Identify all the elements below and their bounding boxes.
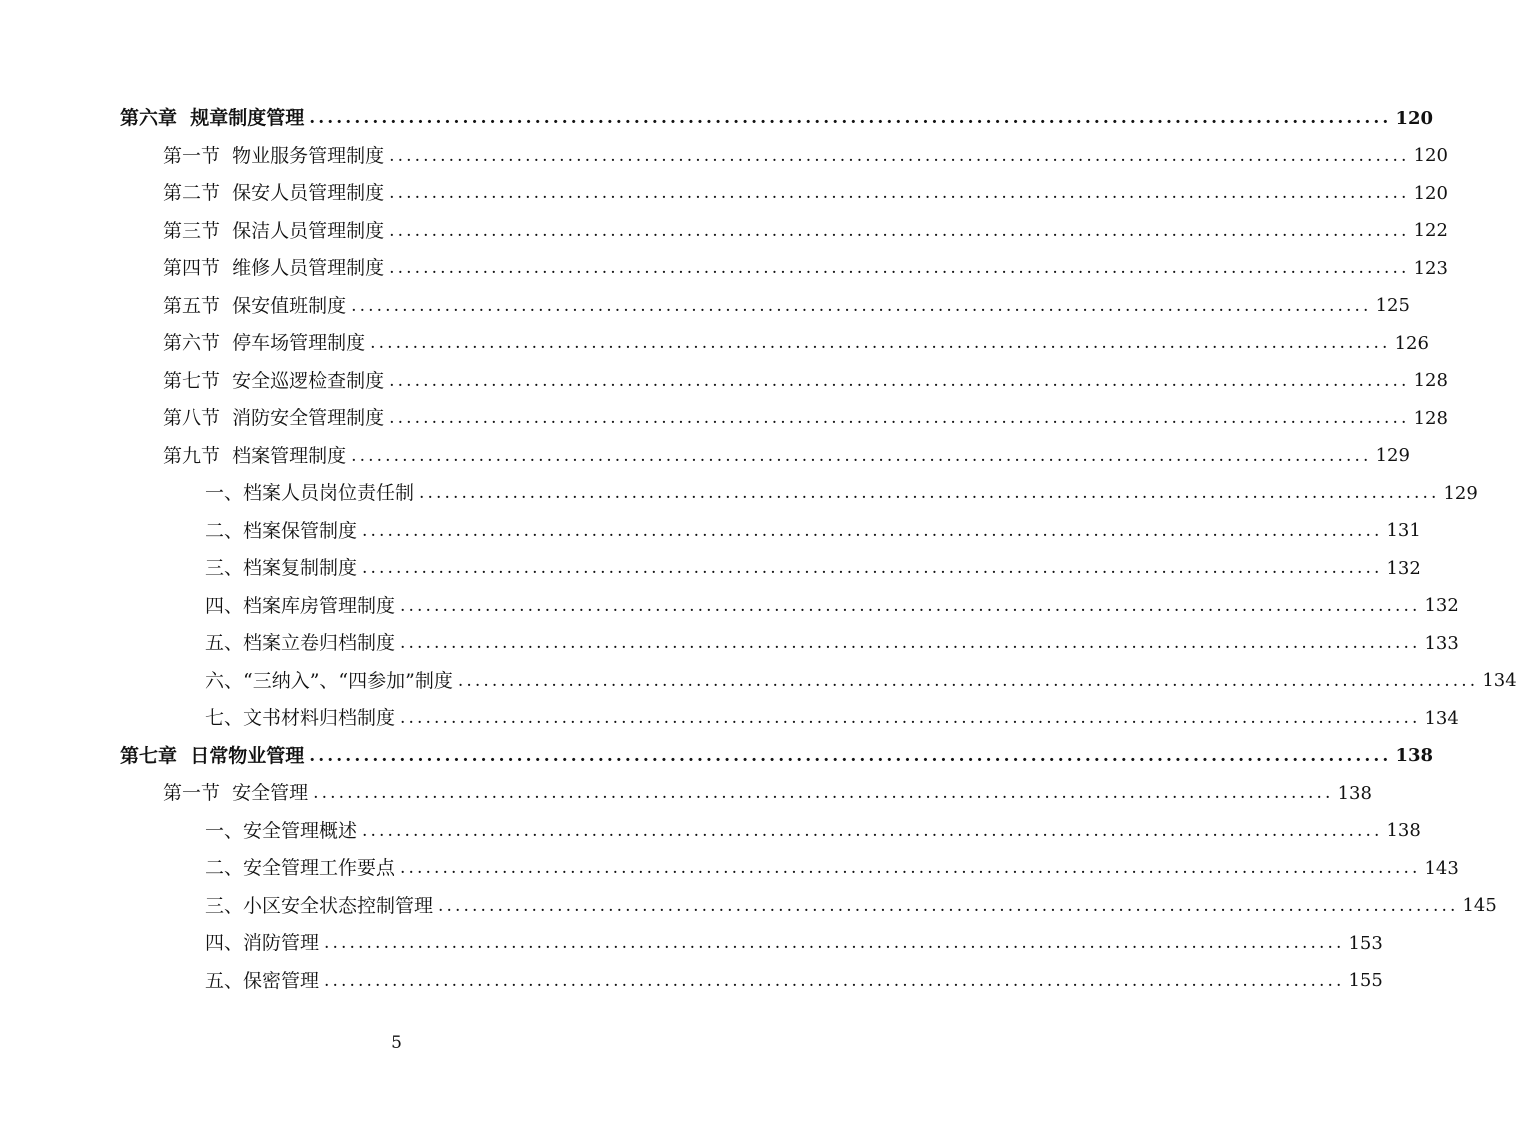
toc-entry-page: 122 [1413,220,1448,242]
toc-entry-page: 125 [1375,295,1410,317]
toc-subsection-entry[interactable] [0,700,1459,738]
dot-leader: ........................................................................................................................ [400,858,1421,879]
dot-leader: ........................................................................................................................ [370,333,1391,354]
toc-subsection-entry[interactable] [0,513,1421,551]
toc-entry-page: 132 [1424,595,1459,617]
toc-entry-label: 第二节 保安人员管理制度 [163,182,385,205]
dot-leader: ........................................................................................................................ [309,745,1392,766]
toc-entry-label: 三、小区安全状态控制管理 [205,894,434,917]
dot-leader: ........................................................................................................................ [313,783,1334,804]
toc-subsection-entry[interactable] [0,850,1459,888]
page-number: 5 [391,1033,402,1053]
toc-entry-label: 五、档案立卷归档制度 [205,632,396,655]
toc-entry-page: 153 [1348,932,1383,954]
toc-entry-page: 120 [1413,145,1448,167]
toc-entry-label: 三、档案复制制度 [205,557,358,580]
dot-leader: ........................................................................................................................ [362,520,1383,541]
dot-leader: ........................................................................................................................ [351,445,1372,466]
toc-entry-label: 第一节 物业服务管理制度 [163,144,385,167]
toc-entry-label: 第三节 保洁人员管理制度 [163,219,385,242]
toc-entry-page: 120 [1395,107,1434,129]
toc-entry-label: 第六节 停车场管理制度 [163,332,366,355]
toc-section-entry[interactable] [0,138,1448,176]
toc-entry-label: 二、档案保管制度 [205,519,358,542]
toc-section-entry[interactable] [0,288,1410,326]
toc-entry-page: 155 [1348,970,1383,992]
toc-subsection-entry[interactable] [0,813,1421,851]
dot-leader: ........................................................................................................................ [324,933,1345,954]
dot-leader: ........................................................................................................................ [324,970,1345,991]
toc-entry-page: 120 [1413,182,1448,204]
toc-section-entry[interactable] [0,325,1429,363]
toc-entry-page: 129 [1375,445,1410,467]
toc-section-entry[interactable] [0,250,1448,288]
dot-leader: ........................................................................................................................ [389,220,1410,241]
toc-subsection-entry[interactable] [0,663,1517,701]
toc-entry-label: 一、安全管理概述 [205,819,358,842]
toc-entry-page: 138 [1386,820,1421,842]
toc-chapter-entry[interactable] [0,738,1434,776]
toc-entry-label: 第一节 安全管理 [163,782,309,805]
toc-entry-label: 二、安全管理工作要点 [205,857,396,880]
toc-subsection-entry[interactable] [0,625,1459,663]
dot-leader: ........................................................................................................................ [438,895,1459,916]
toc-section-entry[interactable] [0,775,1372,813]
toc-section-entry[interactable] [0,438,1410,476]
toc-entry-page: 126 [1394,332,1429,354]
toc-section-entry[interactable] [0,363,1448,401]
dot-leader: ........................................................................................................................ [389,370,1410,391]
toc-entry-label: 四、消防管理 [205,932,320,955]
toc-entry-label: 第九节 档案管理制度 [163,444,347,467]
toc-entry-page: 134 [1424,707,1459,729]
toc-subsection-entry[interactable] [0,588,1459,626]
toc-entry-label: 第八节 消防安全管理制度 [163,407,385,430]
toc-entry-page: 145 [1462,895,1497,917]
toc-entry-label: 第七节 安全巡逻检查制度 [163,369,385,392]
dot-leader: ........................................................................................................................ [457,670,1479,691]
dot-leader: ........................................................................................................................ [389,145,1410,166]
toc-chapter-entry[interactable] [0,100,1434,138]
toc-entry-label: 第四节 维修人员管理制度 [163,257,385,280]
toc-entry-page: 128 [1413,370,1448,392]
toc-entry-label: 第五节 保安值班制度 [163,294,347,317]
toc-entry-page: 134 [1482,670,1517,692]
toc-entry-label: 四、档案库房管理制度 [205,594,396,617]
toc-section-entry[interactable] [0,400,1448,438]
toc-entry-page: 132 [1386,557,1421,579]
toc-subsection-entry[interactable] [0,925,1383,963]
toc-subsection-entry[interactable] [0,550,1421,588]
table-of-contents [0,100,1517,1000]
toc-entry-page: 138 [1337,782,1372,804]
toc-entry-page: 129 [1443,482,1478,504]
dot-leader: ........................................................................................................................ [400,633,1421,654]
dot-leader: ........................................................................................................................ [389,183,1410,204]
toc-entry-label: 第六章 规章制度管理 [120,107,305,130]
toc-subsection-entry[interactable] [0,888,1497,926]
dot-leader: ........................................................................................................................ [400,595,1421,616]
toc-entry-page: 133 [1424,632,1459,654]
toc-entry-label: 五、保密管理 [205,969,320,992]
toc-entry-label: 第七章 日常物业管理 [120,744,305,767]
dot-leader: ........................................................................................................................ [419,483,1440,504]
dot-leader: ........................................................................................................................ [362,558,1383,579]
toc-entry-page: 123 [1413,257,1448,279]
toc-entry-label: 一、档案人员岗位责任制 [205,482,415,505]
toc-section-entry[interactable] [0,175,1448,213]
toc-subsection-entry[interactable] [0,475,1478,513]
toc-subsection-entry[interactable] [0,963,1383,1001]
dot-leader: ........................................................................................................................ [400,708,1421,729]
dot-leader: ........................................................................................................................ [362,820,1383,841]
toc-entry-page: 143 [1424,857,1459,879]
dot-leader: ........................................................................................................................ [309,108,1392,129]
dot-leader: ........................................................................................................................ [351,295,1372,316]
toc-entry-page: 128 [1413,407,1448,429]
dot-leader: ........................................................................................................................ [389,258,1410,279]
dot-leader: ........................................................................................................................ [389,408,1410,429]
toc-section-entry[interactable] [0,213,1448,251]
toc-entry-page: 138 [1395,745,1434,767]
toc-entry-label: 七、文书材料归档制度 [205,707,396,730]
toc-entry-label: 六、“三纳入”、“四参加”制度 [205,669,453,692]
toc-entry-page: 131 [1386,520,1421,542]
